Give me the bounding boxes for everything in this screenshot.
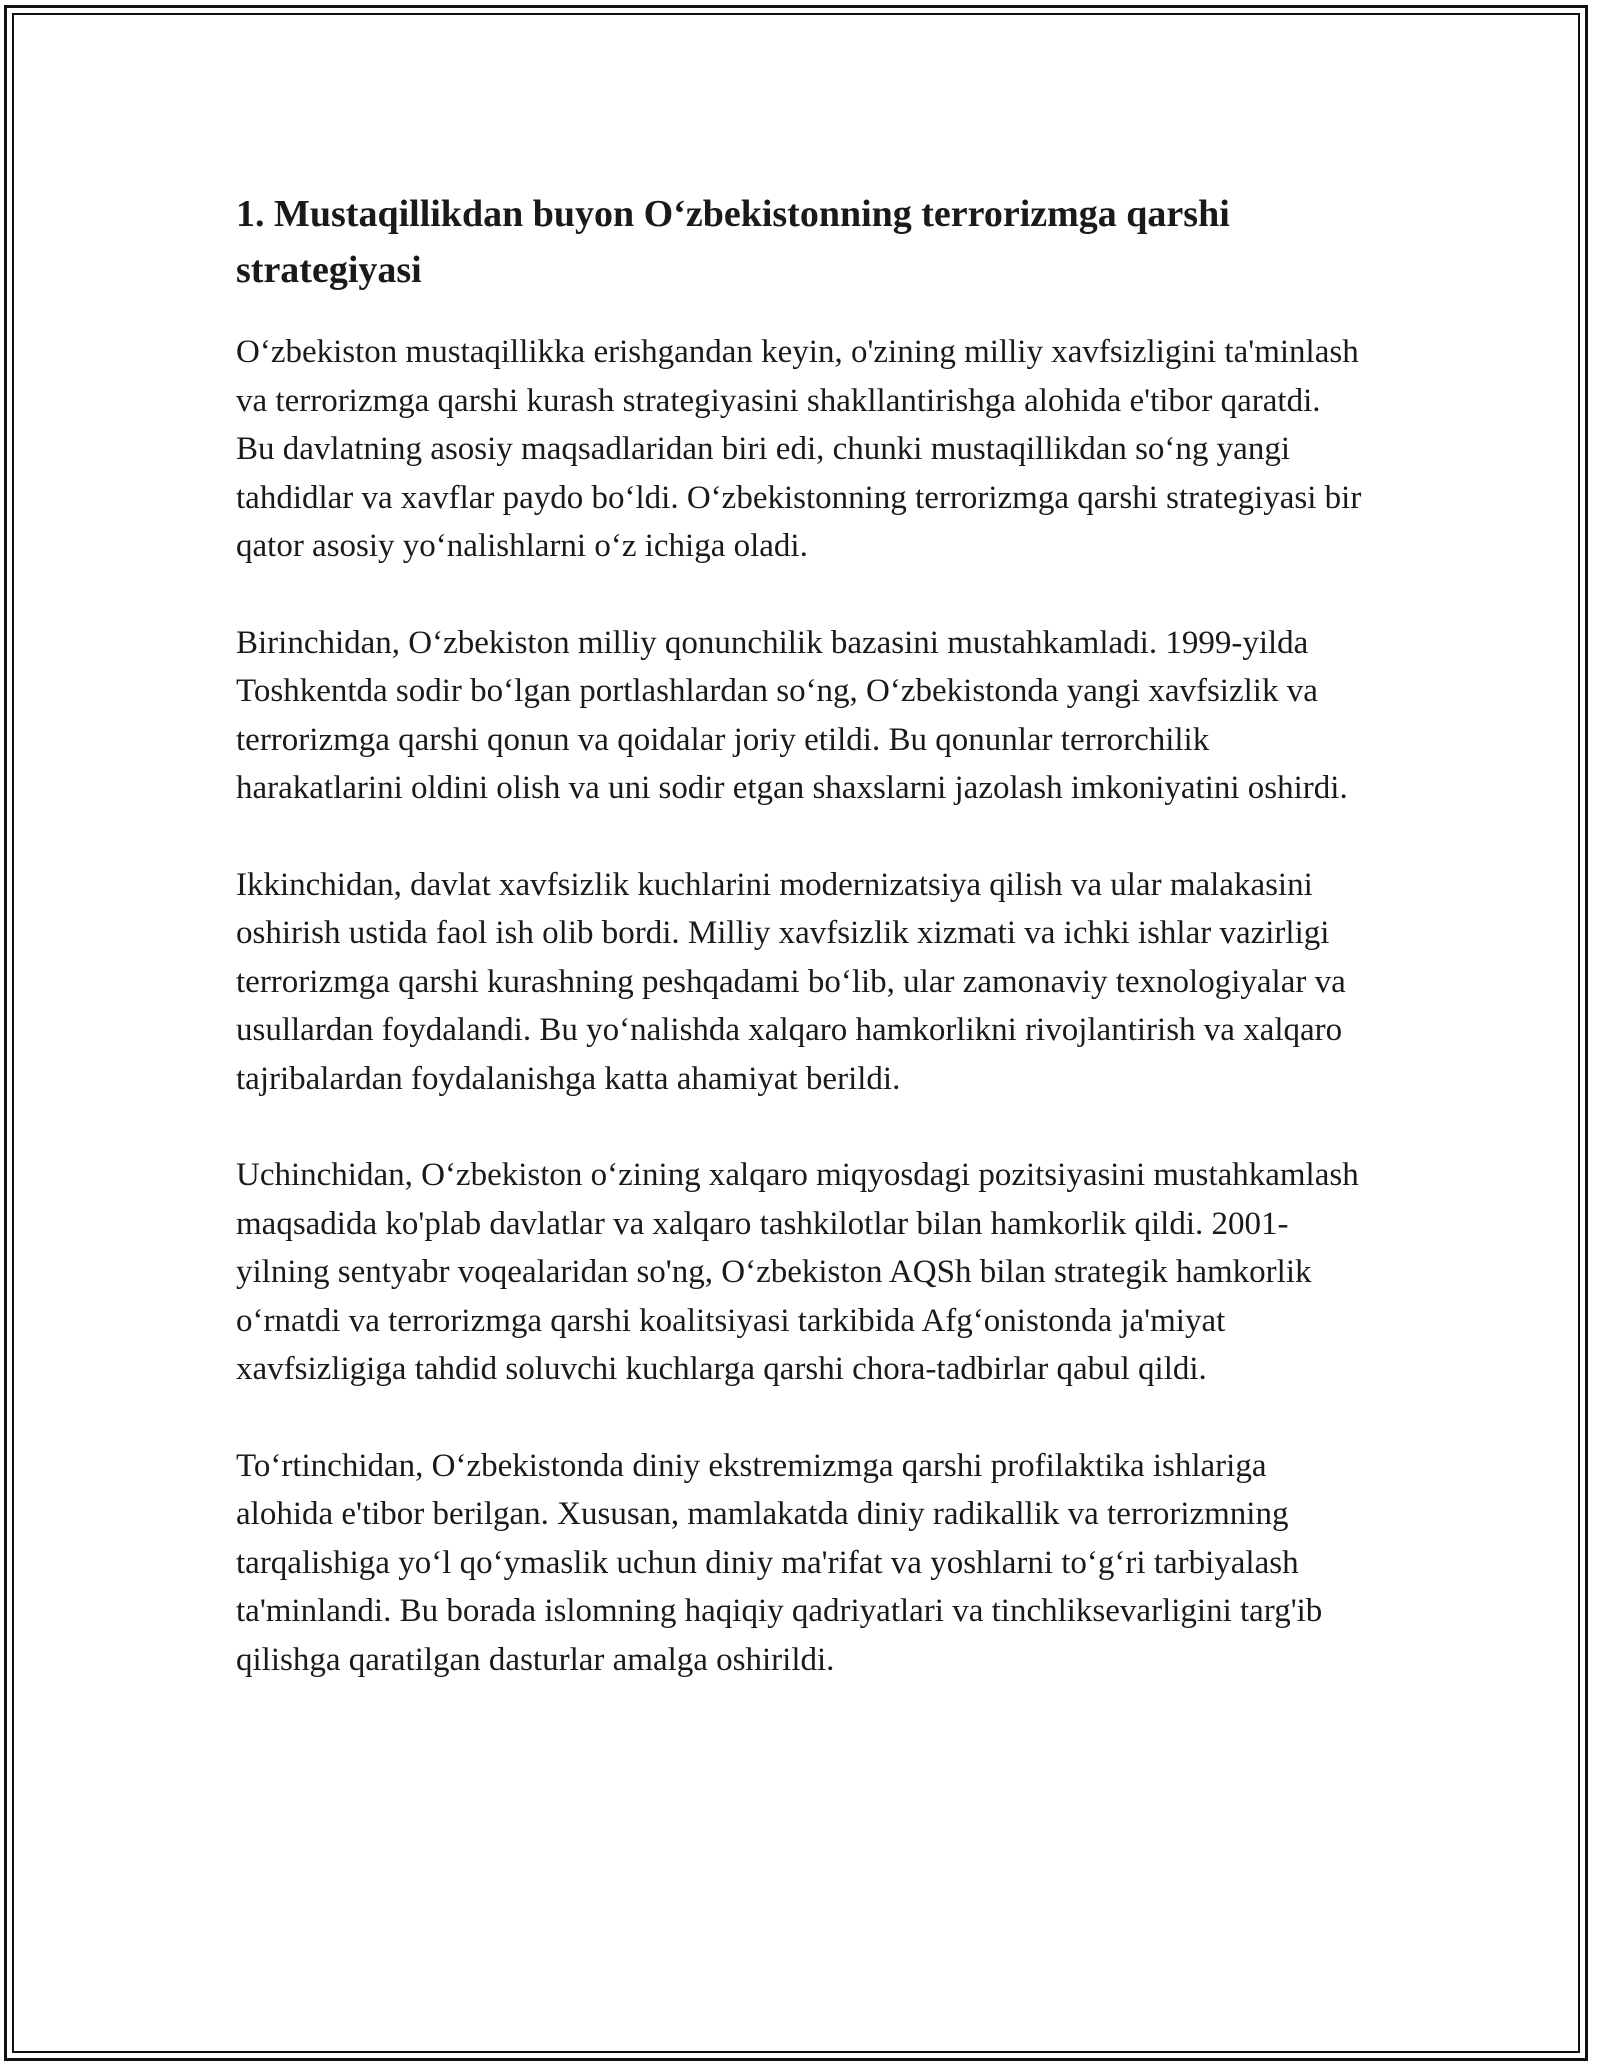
paragraph-intro: O‘zbekiston mustaqillikka erishgandan keyin, o'zining milliy xavfsizligini ta'minlash va terrorizmga qarshi kurash strategiyasini shakllantirishga alohida e'tibor qaratdi. Bu davlatning asosiy maqsadlaridan biri edi, chunki mustaqillikdan so‘ng yangi tahdidlar va xavflar paydo bo‘ldi. O‘zbekistonning terrorizmga qarshi strategiyasi bir qator asosiy yo‘nalishlarni o‘z ichiga oladi. (236, 334, 1362, 564)
section-heading: 1. Mustaqillikdan buyon O‘zbekistonning terrorizmga qarshi strategiyasi (236, 193, 1230, 291)
paragraph-second: Ikkinchidan, davlat xavfsizlik kuchlarini modernizatsiya qilish va ular malakasini oshirish ustida faol ish olib bordi. Milliy xavfsizlik xizmati va ichki ishlar vazirligi terrorizmga qarshi kurashning peshqadami bo‘lib, ular zamonaviy texnologiyalar va usullardan foydalandi. Bu yo‘nalishda xalqaro hamkorlikni rivojlantirish va xalqaro tajribalardan foydalanishga katta ahamiyat berildi. (236, 866, 1346, 1097)
paragraph-first: Birinchidan, O‘zbekiston milliy qonunchilik bazasini mustahkamladi. 1999-yilda Toshkentda sodir bo‘lgan portlashlardan so‘ng, O‘zbekistonda yangi xavfsizlik va terrorizmga qarshi qonun va qoidalar joriy etildi. Bu qonunlar terrorchilik harakatlarini oldini olish va uni sodir etgan shaxslarni jazolash imkoniyatini oshirdi. (236, 624, 1348, 806)
paragraph-fourth: To‘rtinchidan, O‘zbekistonda diniy ekstremizmga qarshi profilaktika ishlariga alohida e'tibor berilgan. Xususan, mamlakatda diniy radikallik va terrorizmning tarqalishiga yo‘l qo‘ymaslik uchun diniy ma'rifat va yoshlarni to‘g‘ri tarbiyalash ta'minlandi. Bu borada islomning haqiqiy qadriyatlari va tinchliksevarligini targ'ib qilishga qaratilgan dasturlar amalga oshirildi. (236, 1447, 1323, 1678)
paragraph-third: Uchinchidan, O‘zbekiston o‘zining xalqaro miqyosdagi pozitsiyasini mustahkamlash maqsadida ko'plab davlatlar va xalqaro tashkilotlar bilan hamkorlik qildi. 2001-yilning sentyabr voqealaridan so'ng, O‘zbekiston AQSh bilan strategik hamkorlik o‘rnatdi va terrorizmga qarshi koalitsiyasi tarkibida Afg‘onistonda ja'miyat xavfsizligiga tahdid soluvchi kuchlarga qarshi chora-tadbirlar qabul qildi. (236, 1157, 1359, 1387)
document-body (236, 186, 1366, 1732)
